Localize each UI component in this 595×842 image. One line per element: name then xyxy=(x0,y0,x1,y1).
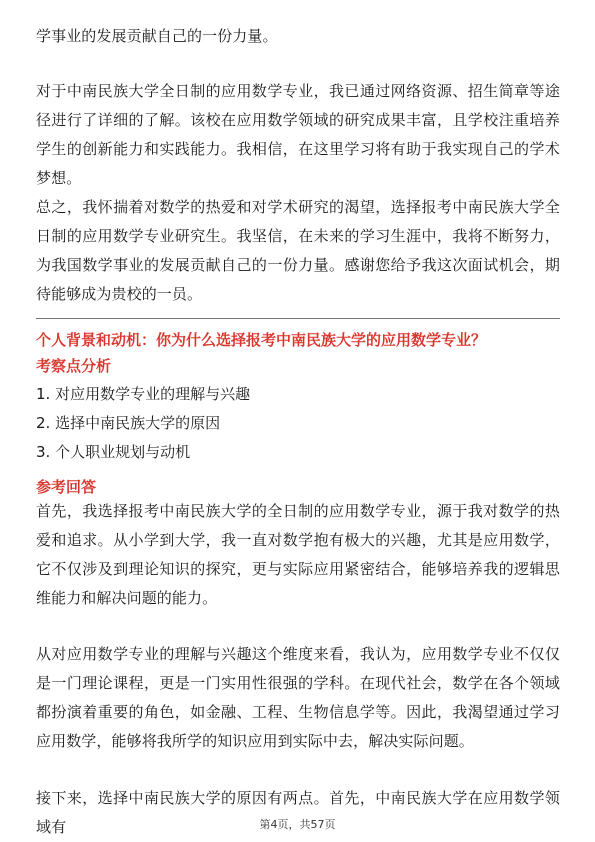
intro-paragraph-1: 对于中南民族大学全日制的应用数学专业，我已通过网络资源、招生简章等途径进行了详细的了解。该校在应用数学领域的研究成果丰富，且学校注重培养学生的创新能力和实践能力。我相信，在这里学习将有助于我实现自己的学术梦想。 xyxy=(36,82,560,187)
section-divider xyxy=(36,318,560,319)
intro-continuation-line: 学事业的发展贡献自己的一份力量。 xyxy=(36,27,278,45)
answer-paragraph-3: 接下来，选择中南民族大学的原因有两点。首先，中南民族大学在应用数学领域有 xyxy=(36,789,560,836)
intro-paragraph-2: 总之，我怀揣着对数学的热爱和对学术研究的渴望，选择报考中南民族大学全日制的应用数学专业研究生。我坚信，在未来的学习生涯中，我将不断努力，为我国数学事业的发展贡献自己的一份力量。感谢您给予我这次面试机会，期待能够成为贵校的一员。 xyxy=(36,198,560,303)
question-title: 个人背景和动机：你为什么选择报考中南民族大学的应用数学专业？ xyxy=(36,331,487,349)
answer-paragraph-2: 从对应用数学专业的理解与兴趣这个维度来看，我认为，应用数学专业不仅仅是一门理论课程，更是一门实用性很强的学科。在现代社会，数学在各个领域都扮演着重要的角色，如金融、工程、生物信息学等。因此，我渴望通过学习应用数学，能够将我所学的知识应用到实际中去，解决实际问题。 xyxy=(36,645,560,750)
analysis-label: 考察点分析 xyxy=(36,357,112,375)
answer-paragraph-1: 首先，我选择报考中南民族大学的全日制的应用数学专业，源于我对数学的热爱和追求。从小学到大学，我一直对数学抱有极大的兴趣，尤其是应用数学，它不仅涉及到理论知识的探究，更与实际应用紧密结合，能够培养我的逻辑思维能力和解决问题的能力。 xyxy=(36,502,560,607)
analysis-point-2: 2. 选择中南民族大学的原因 xyxy=(36,414,221,432)
page-footer: 第4页，共57页 xyxy=(259,818,336,831)
analysis-point-1: 1. 对应用数学专业的理解与兴趣 xyxy=(36,385,251,403)
analysis-point-3: 3. 个人职业规划与动机 xyxy=(36,443,191,461)
answer-label: 参考回答 xyxy=(36,478,97,496)
